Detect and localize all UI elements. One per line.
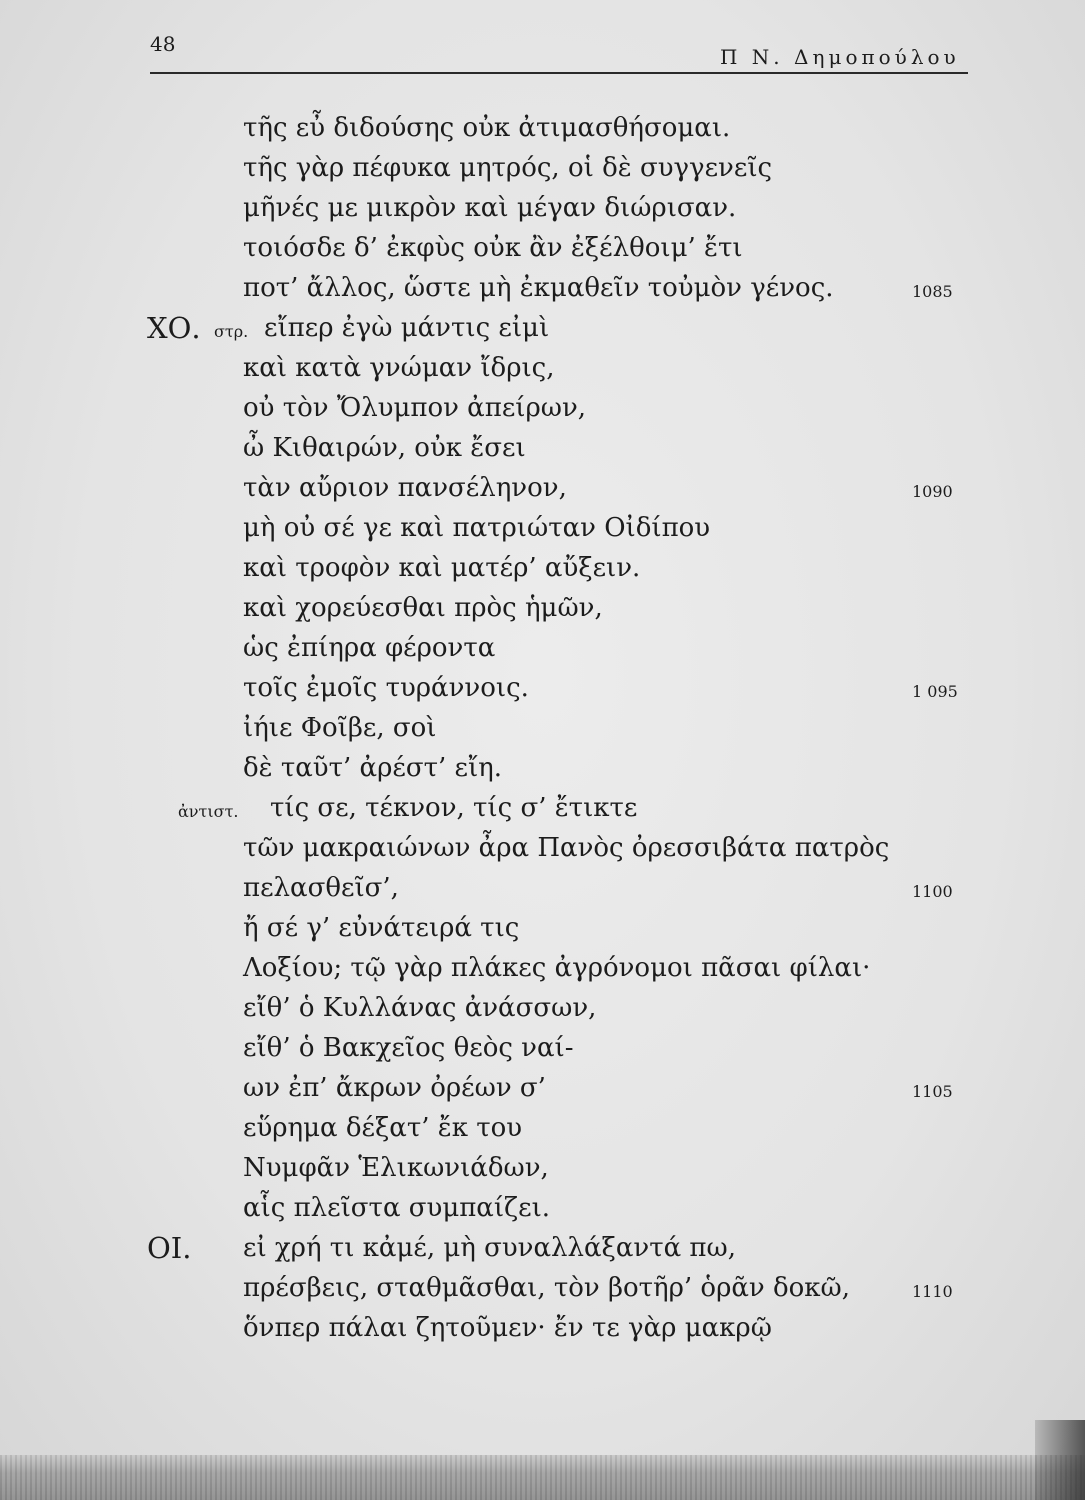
verse-line: [0, 828, 1085, 868]
running-title: Π Ν. Δημοπούλου: [720, 45, 960, 69]
verse-text: ποτ’ ἄλλος, ὥστε μὴ ἐκμαθεῖν τοὐμὸν γένος.: [243, 273, 834, 303]
verse-line: [0, 988, 1085, 1028]
verse-text: ὦ Κιθαιρών, οὐκ ἔσει: [243, 433, 526, 463]
verse-line: [0, 708, 1085, 748]
verse-line: [0, 468, 1085, 508]
verse-text: μὴ οὐ σέ γε καὶ πατριώταν Οἰδίπου: [243, 513, 711, 543]
strophe-marker: στρ.: [214, 322, 249, 341]
verse-line: [0, 668, 1085, 708]
verse-line: [0, 1108, 1085, 1148]
verse-line: [0, 628, 1085, 668]
verse-line: [0, 548, 1085, 588]
line-number: 1105: [912, 1082, 953, 1101]
verse-line: [0, 1148, 1085, 1188]
verse-text: πρέσβεις, σταθμᾶσθαι, τὸν βοτῆρ’ ὁρᾶν δοκῶ,: [243, 1273, 851, 1303]
verse-line: [0, 148, 1085, 188]
verse-text: εἴθ’ ὁ Κυλλάνας ἀνάσσων,: [243, 993, 597, 1023]
verse-line: [0, 908, 1085, 948]
verse-text: τῆς γὰρ πέφυκα μητρός, οἱ δὲ συγγενεῖς: [243, 153, 773, 183]
verse-text: εἴπερ ἐγὼ μάντις εἰμὶ: [264, 313, 550, 343]
antistrophe-marker: ἀντιστ.: [178, 802, 239, 821]
line-number: 1110: [912, 1282, 953, 1301]
verse-line: [0, 308, 1085, 348]
line-number: 1100: [912, 882, 953, 901]
verse-text: τῶν μακραιώνων ἆρα Πανὸς ὀρεσσιβάτα πατρὸς: [243, 833, 890, 863]
verse-line: [0, 188, 1085, 228]
verse-text: εὕρημα δέξατ’ ἔκ του: [243, 1113, 523, 1143]
verse-text: τίς σε, τέκνον, τίς σ’ ἔτικτε: [270, 793, 638, 823]
line-number: 1090: [912, 482, 953, 501]
verse-text: ὅνπερ πάλαι ζητοῦμεν· ἔν τε γὰρ μακρῷ: [243, 1313, 772, 1343]
verse-text: εἰ χρή τι κἀμέ, μὴ συναλλάξαντά πω,: [243, 1233, 736, 1263]
page-bottom-edge: [0, 1455, 1085, 1500]
verse-text: καὶ τροφὸν καὶ ματέρ’ αὔξειν.: [243, 553, 641, 583]
verse-text: τὰν αὔριον πανσέληνον,: [243, 473, 567, 503]
verse-line: [0, 508, 1085, 548]
page-corner-shadow: [1035, 1420, 1085, 1500]
verse-text: Λοξίου; τῷ γὰρ πλάκες ἀγρόνομοι πᾶσαι φίλαι·: [243, 953, 871, 983]
speaker-label: ΧΟ.: [147, 311, 201, 345]
verse-line: [0, 1308, 1085, 1348]
verse-line: [0, 948, 1085, 988]
verse-line: [0, 1188, 1085, 1228]
verse-line: [0, 788, 1085, 828]
verse-text: τοῖς ἐμοῖς τυράννοις.: [243, 673, 529, 703]
verse-text: οὐ τὸν Ὄλυμπον ἀπείρων,: [243, 393, 587, 423]
verse-text: μῆνές με μικρὸν καὶ μέγαν διώρισαν.: [243, 193, 737, 223]
verse-line: [0, 108, 1085, 148]
verse-line: [0, 268, 1085, 308]
verse-line: [0, 588, 1085, 628]
verse-text: δὲ ταῦτ’ ἀρέστ’ εἴη.: [243, 753, 503, 783]
verse-text: καὶ κατὰ γνώμαν ἴδρις,: [243, 353, 555, 383]
verse-text: ἤ σέ γ’ εὐνάτειρά τις: [243, 913, 520, 943]
line-number: 1 095: [912, 682, 958, 701]
verse-line: [0, 1068, 1085, 1108]
page-number: 48: [150, 32, 176, 56]
verse-text: τῆς εὖ διδούσης οὐκ ἀτιμασθήσομαι.: [243, 113, 731, 143]
header-rule: [150, 72, 968, 74]
verse-line: [0, 348, 1085, 388]
verse-text: ων ἐπ’ ἄκρων ὀρέων σ’: [243, 1073, 546, 1103]
verse-line: [0, 428, 1085, 468]
verse-text: αἷς πλεῖστα συμπαίζει.: [243, 1193, 551, 1223]
verse-text: καὶ χορεύεσθαι πρὸς ἡμῶν,: [243, 593, 603, 623]
verse-line: [0, 1028, 1085, 1068]
verse-line: [0, 748, 1085, 788]
verse-text: εἴθ’ ὁ Βακχεῖος θεὸς ναί-: [243, 1033, 574, 1063]
line-number: 1085: [912, 282, 953, 301]
verse-text: τοιόσδε δ’ ἐκφὺς οὐκ ἂν ἐξέλθοιμ’ ἔτι: [243, 233, 743, 263]
verse-line: [0, 868, 1085, 908]
verse-line: [0, 1268, 1085, 1308]
verse-text: πελασθεῖσ’,: [243, 873, 399, 903]
speaker-label: ΟΙ.: [147, 1231, 192, 1265]
verse-line: [0, 1228, 1085, 1268]
verse-line: [0, 388, 1085, 428]
verse-text: ἰήιε Φοῖβε, σοὶ: [243, 713, 437, 743]
verse-line: [0, 228, 1085, 268]
verse-text: Νυμφᾶν Ἑλικωνιάδων,: [243, 1153, 549, 1183]
verse-text: ὡς ἐπίηρα φέροντα: [243, 633, 496, 663]
verse-block: [0, 108, 1085, 1348]
